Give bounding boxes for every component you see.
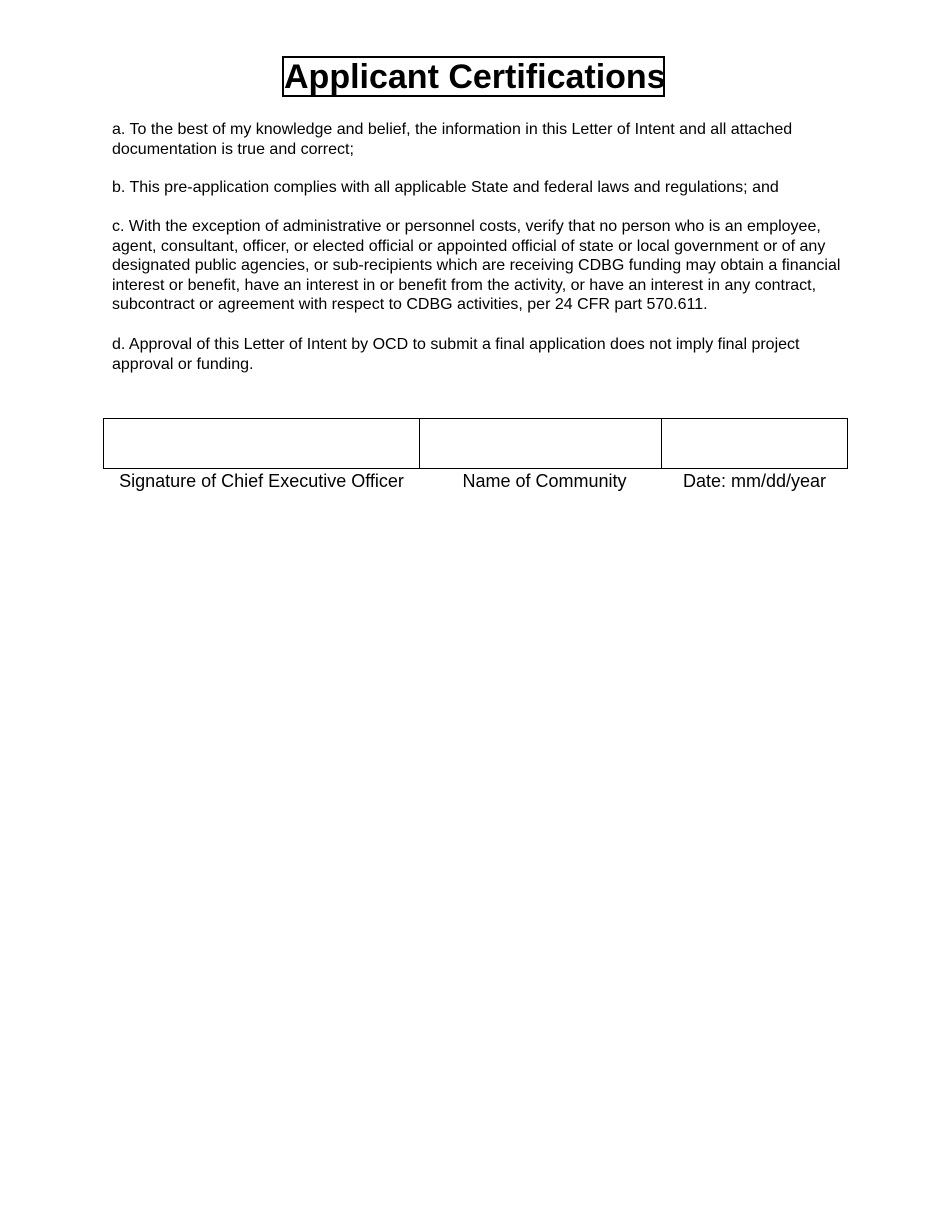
certification-paragraph-d: d. Approval of this Letter of Intent by OCD to submit a final application does not imply final project approval or funding. [112,336,800,373]
community-name-field[interactable] [419,418,662,469]
certification-paragraph-c: c. With the exception of administrative or personnel costs, verify that no person who is an employee, agent, consultant, officer, or elected official or appointed official of state or local government or of any designated public agencies, or sub-recipients which are receiving CDBG funding may obtain a financial interest or benefit, have an interest in or benefit from the activity, or have an interest in any contract, subcontract or agreement with respect to CDBG activities, per 24 CFR part 570.611. [112,218,841,313]
certification-paragraph-b: b. This pre-application complies with all applicable State and federal laws and regulations; and [112,179,779,196]
signature-label: Signature of Chief Executive Officer [119,471,404,491]
date-field[interactable] [661,418,848,469]
certification-paragraph-a: a. To the best of my knowledge and belief, the information in this Letter of Intent and all attached documentation is true and correct; [112,121,793,158]
date-label: Date: mm/dd/year [682,471,827,491]
community-name-label: Name of Community [462,471,627,491]
signature-field[interactable] [103,418,420,469]
page-title: Applicant Certifications [284,58,666,96]
